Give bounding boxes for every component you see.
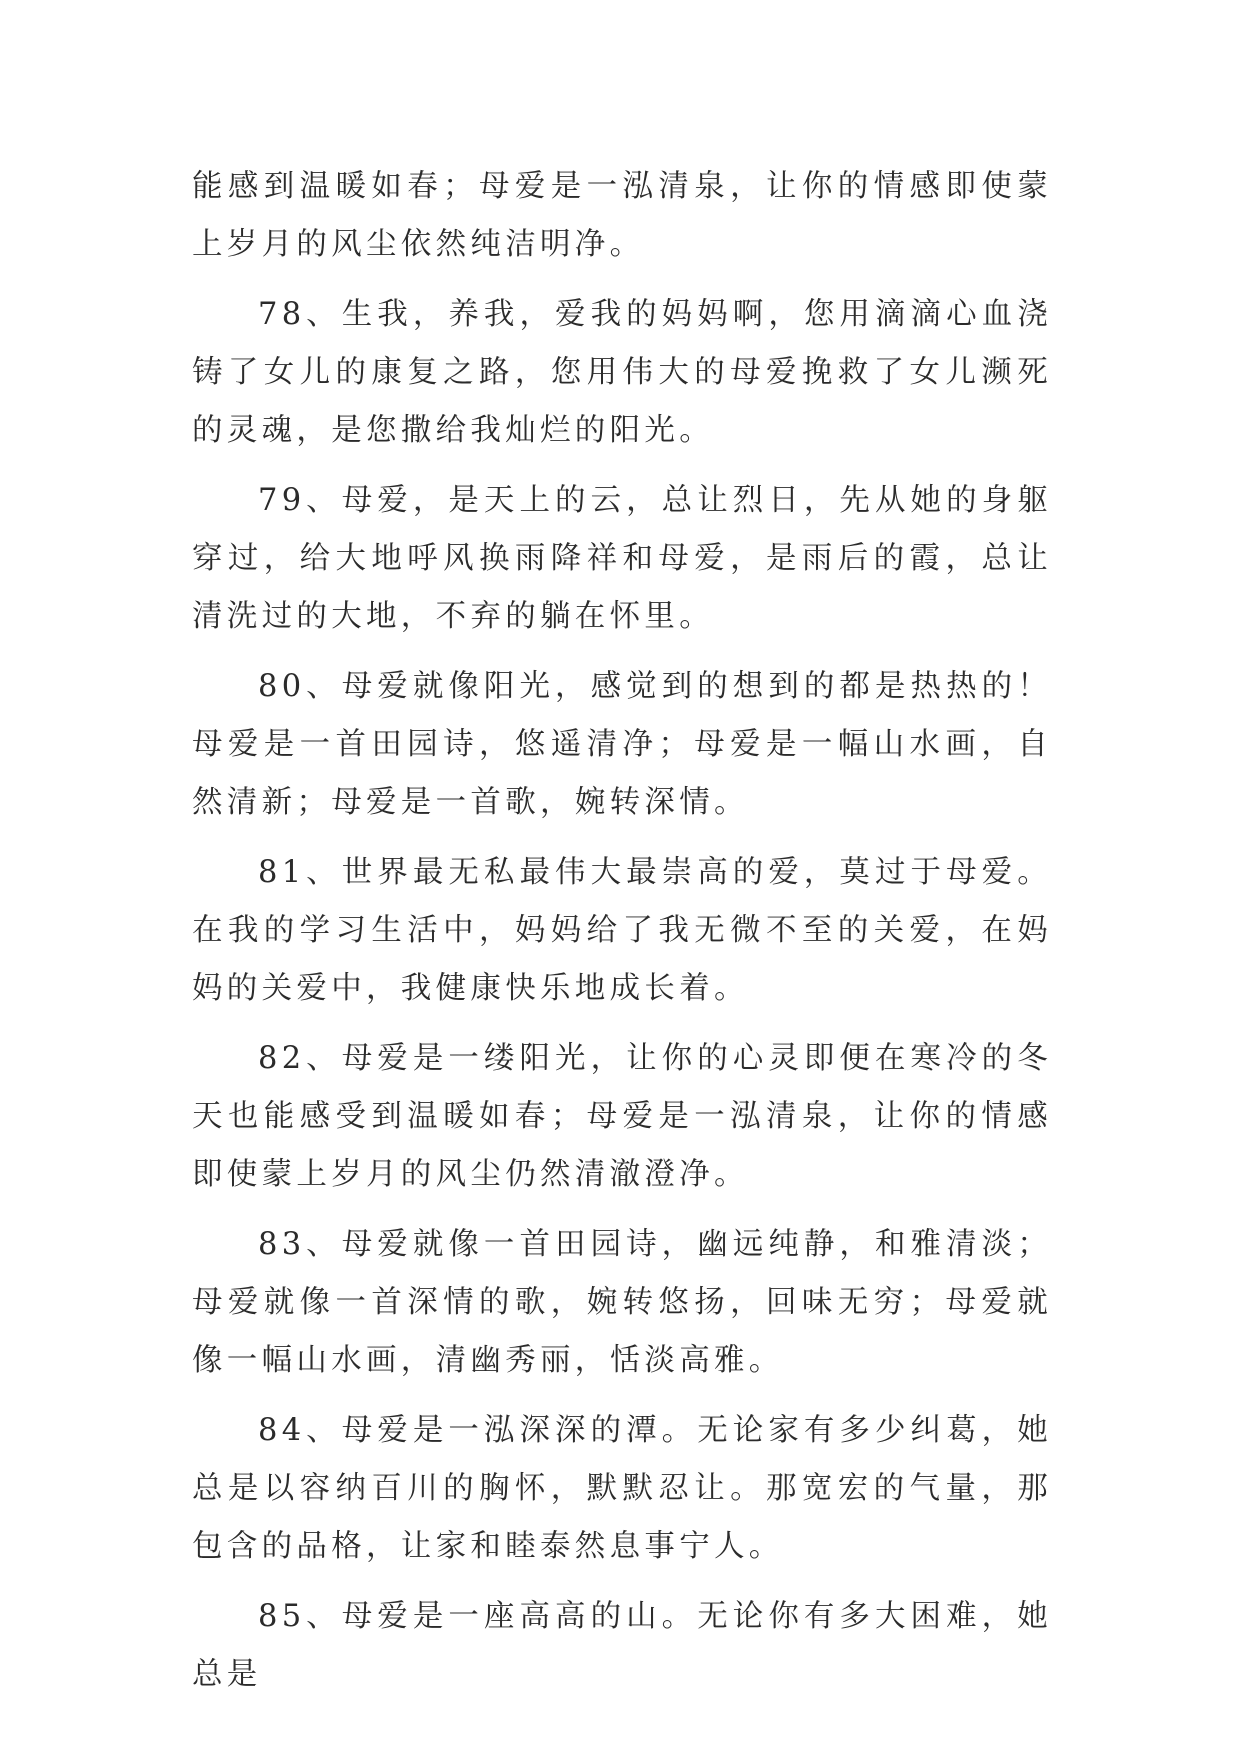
paragraph-78: 78、生我，养我，爱我的妈妈啊，您用滴滴心血浇铸了女儿的康复之路，您用伟大的母爱挽救了女儿濒死的灵魂，是您撒给我灿烂的阳光。 <box>192 297 1052 448</box>
paragraph-85: 85、母爱是一座高高的山。无论你有多大困难，她总是 <box>192 1599 1052 1692</box>
paragraph-83: 83、母爱就像一首田园诗，幽远纯静，和雅清淡；母爱就像一首深情的歌，婉转悠扬，回味无穷；母爱就像一幅山水画，清幽秀丽，恬淡高雅。 <box>192 1227 1052 1378</box>
paragraph-continuation: 能感到温暖如春；母爱是一泓清泉，让你的情感即使蒙上岁月的风尘依然纯洁明净。 <box>192 169 1052 262</box>
document-body <box>192 158 1052 1716</box>
paragraph-81: 81、世界最无私最伟大最崇高的爱，莫过于母爱。在我的学习生活中，妈妈给了我无微不至的关爱，在妈妈的关爱中，我健康快乐地成长着。 <box>192 855 1052 1006</box>
paragraph-82: 82、母爱是一缕阳光，让你的心灵即便在寒冷的冬天也能感受到温暖如春；母爱是一泓清泉，让你的情感即使蒙上岁月的风尘仍然清澈澄净。 <box>192 1041 1052 1192</box>
paragraph-80: 80、母爱就像阳光，感觉到的想到的都是热热的！母爱是一首田园诗，悠遥清净；母爱是一幅山水画，自然清新；母爱是一首歌，婉转深情。 <box>192 669 1052 820</box>
paragraph-84: 84、母爱是一泓深深的潭。无论家有多少纠葛，她总是以容纳百川的胸怀，默默忍让。那宽宏的气量，那包含的品格，让家和睦泰然息事宁人。 <box>192 1413 1052 1564</box>
paragraph-79: 79、母爱，是天上的云，总让烈日，先从她的身躯穿过，给大地呼风换雨降祥和母爱，是雨后的霞，总让清洗过的大地，不弃的躺在怀里。 <box>192 483 1052 634</box>
